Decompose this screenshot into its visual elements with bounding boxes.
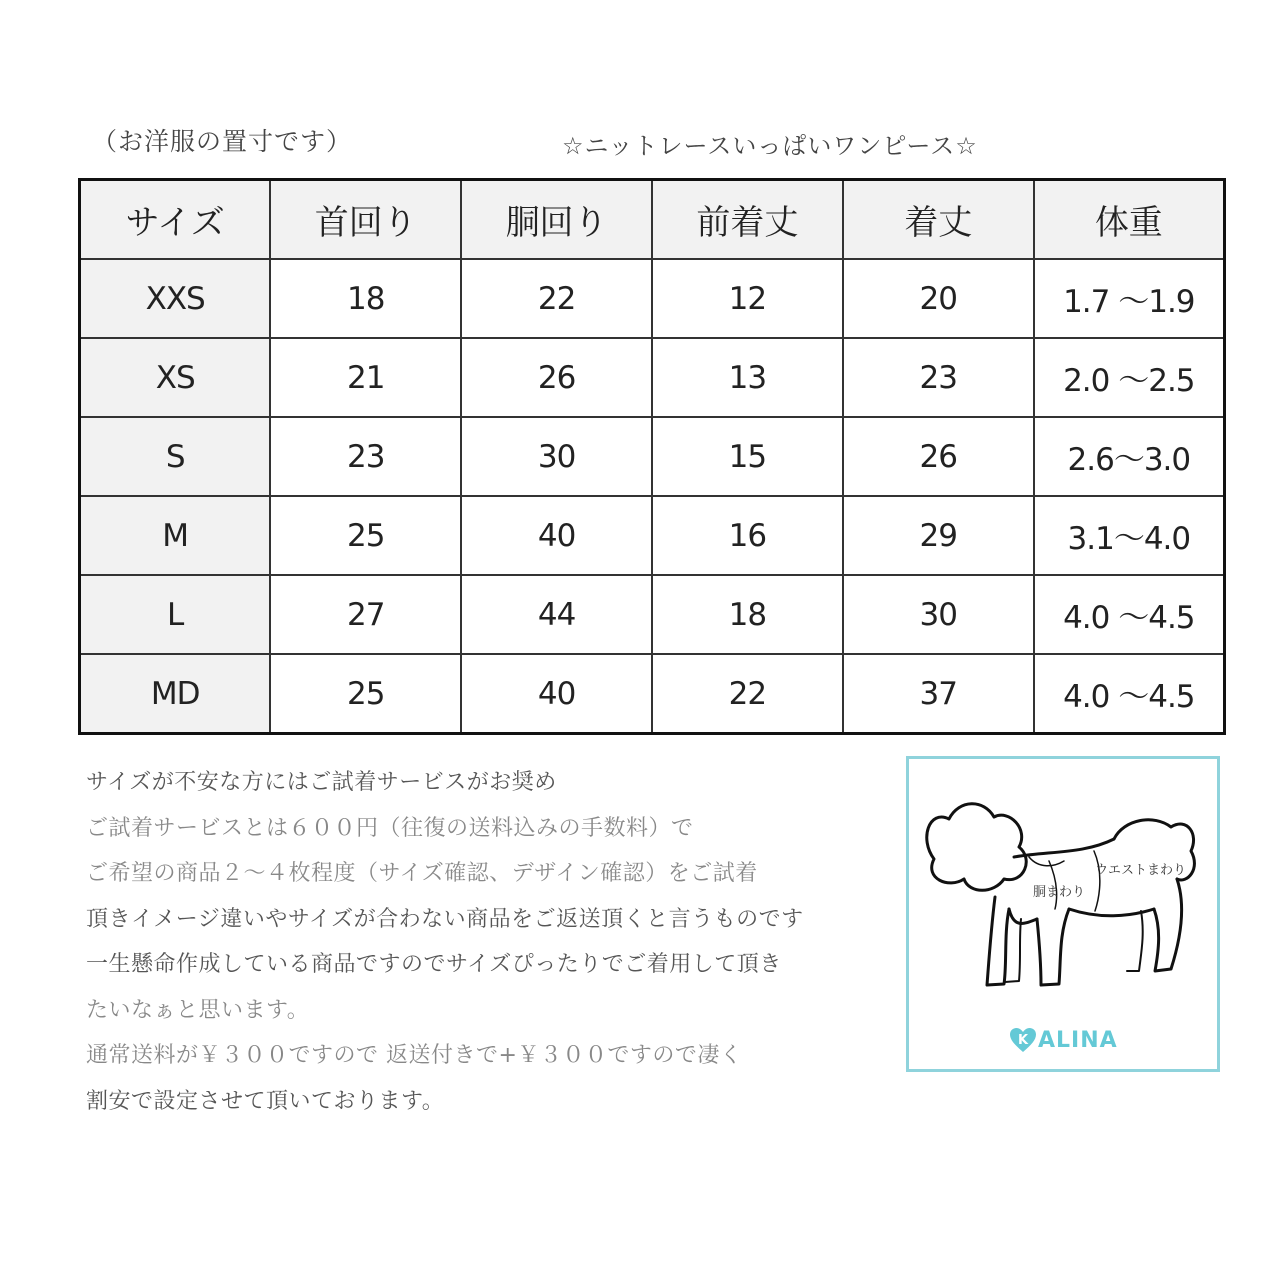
cell-neck: 25 [270, 654, 461, 734]
cell-chest: 26 [461, 338, 652, 417]
cell-front-length: 15 [652, 417, 843, 496]
cell-size: M [80, 496, 271, 575]
cell-length: 30 [843, 575, 1034, 654]
table-row [80, 417, 1225, 496]
cell-front-length: 13 [652, 338, 843, 417]
cell-chest: 40 [461, 654, 652, 734]
cell-chest: 22 [461, 259, 652, 338]
cell-weight: 1.7 ～1.9 [1034, 259, 1225, 338]
cell-weight: 2.0 ～2.5 [1034, 338, 1225, 417]
cell-chest: 44 [461, 575, 652, 654]
cell-size: MD [80, 654, 271, 734]
heart-icon [1009, 1027, 1037, 1053]
table-row [80, 654, 1225, 734]
cell-chest: 30 [461, 417, 652, 496]
cell-weight: 4.0 ～4.5 [1034, 654, 1225, 734]
note-line: 割安で設定させて頂いております。 [86, 1088, 445, 1114]
cell-size: S [80, 417, 271, 496]
size-table [78, 178, 1226, 735]
cell-weight: 3.1～4.0 [1034, 496, 1225, 575]
cell-weight: 4.0 ～4.5 [1034, 575, 1225, 654]
cell-size: XS [80, 338, 271, 417]
note-line: たいなぁと思います。 [86, 997, 310, 1023]
cell-length: 23 [843, 338, 1034, 417]
cell-size: XXS [80, 259, 271, 338]
placement-note: （お洋服の置寸です） [92, 127, 353, 156]
logo-letter: K [1017, 1033, 1029, 1048]
dog-outline-icon [909, 759, 1217, 1069]
header-size: サイズ [80, 180, 271, 260]
product-title: ☆ニットレースいっぱいワンピース☆ [562, 132, 978, 160]
waist-label: ウエストまわり [1095, 863, 1187, 878]
cell-chest: 40 [461, 496, 652, 575]
note-line: ご試着サービスとは６００円（往復の送料込みの手数料）で [86, 815, 694, 841]
cell-size: L [80, 575, 271, 654]
note-line: 一生懸命作成している商品ですのでサイズぴったりでご着用して頂き [86, 952, 782, 977]
measurement-diagram [906, 756, 1220, 1072]
cell-neck: 25 [270, 496, 461, 575]
cell-front-length: 12 [652, 259, 843, 338]
cell-neck: 21 [270, 338, 461, 417]
cell-front-length: 16 [652, 496, 843, 575]
header-chest: 胴回り [461, 180, 652, 260]
note-line: 頂きイメージ違いやサイズが合わない商品をご返送頂くと言うものです [86, 906, 804, 932]
header-front-length: 前着丈 [652, 180, 843, 260]
cell-length: 20 [843, 259, 1034, 338]
logo-text: ALINA [1038, 1027, 1118, 1053]
table-row [80, 575, 1225, 654]
table-row [80, 259, 1225, 338]
cell-front-length: 22 [652, 654, 843, 734]
note-line: 通常送料が￥３００ですので 返送付きで+￥３００ですので凄く [86, 1043, 743, 1068]
cell-weight: 2.6～3.0 [1034, 417, 1225, 496]
cell-length: 37 [843, 654, 1034, 734]
cell-length: 29 [843, 496, 1034, 575]
cell-neck: 23 [270, 417, 461, 496]
notes-block [86, 760, 906, 1124]
header-neck: 首回り [270, 180, 461, 260]
cell-length: 26 [843, 417, 1034, 496]
kalina-logo [1009, 1027, 1118, 1053]
table-header-row [80, 180, 1225, 260]
chest-label: 胴まわり [1033, 885, 1086, 900]
header-weight: 体重 [1034, 180, 1225, 260]
cell-neck: 27 [270, 575, 461, 654]
cell-front-length: 18 [652, 575, 843, 654]
table-row [80, 496, 1225, 575]
header-length: 着丈 [843, 180, 1034, 260]
note-line: サイズが不安な方にはご試着サービスがお奨め [86, 770, 557, 795]
table-row [80, 338, 1225, 417]
note-line: ご希望の商品２～４枚程度（サイズ確認、デザイン確認）をご試着 [86, 861, 758, 886]
cell-neck: 18 [270, 259, 461, 338]
